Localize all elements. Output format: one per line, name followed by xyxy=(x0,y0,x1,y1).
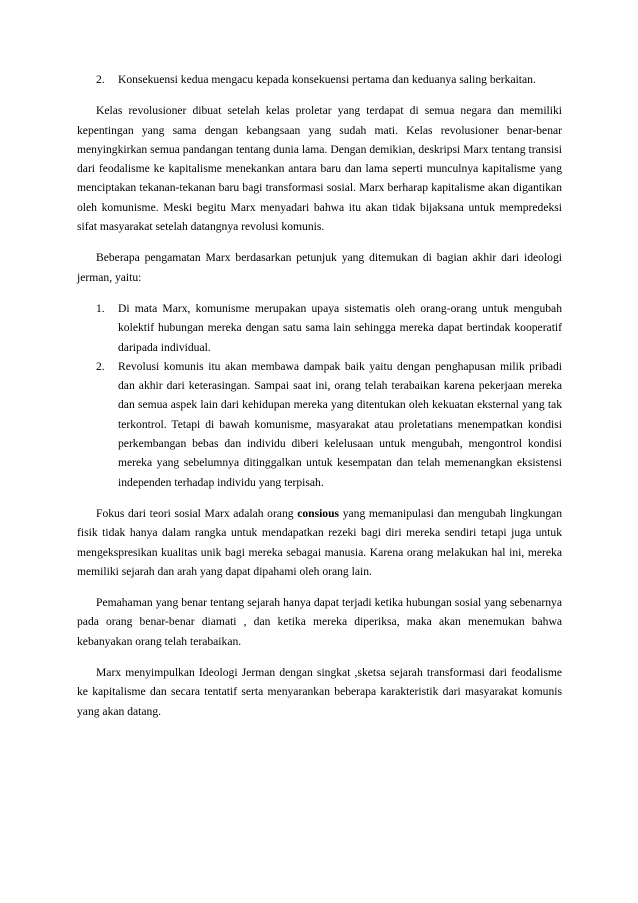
list-number: 1. xyxy=(96,301,105,315)
list-item-text: Di mata Marx, komunisme merupakan upaya sistematis oleh orang-orang untuk mengubah kolektif hubungan mereka dengan satu sama lain sehingga mereka dapat bertindak kooperatif daripada individual. xyxy=(118,301,562,354)
paragraph-kesimpulan: Marx menyimpulkan Ideologi Jerman dengan singkat ,sketsa sejarah transformasi dari feodalisme ke kapitalisme dan secara tentatif serta menyarankan beberapa karakteristik dari masyarakat komunis yang akan datang. xyxy=(77,666,562,718)
page-content xyxy=(77,70,562,721)
paragraph-text: Fokus dari teori sosial Marx adalah orang xyxy=(96,506,298,520)
list-number: 2. xyxy=(96,73,105,86)
bold-keyword: consious xyxy=(297,506,340,520)
list-item-text: Konsekuensi kedua mengacu kepada konsekuensi pertama dan keduanya saling berkaitan. xyxy=(118,73,536,86)
list-item xyxy=(77,357,562,492)
list-item-text: Revolusi komunis itu akan membawa dampak baik yaitu dengan penghapusan milik pribadi dan akhir dari keterasingan. Sampai saat ini, orang telah terabaikan karena pekerjaan mereka dan semua aspek lain dari kehidupan mereka yang ditentukan oleh kekuatan eksternal yang tak terkontrol. Tetapi di bawah komunisme, masyarakat atau proletatians menempatkan kondisi perkembangan bebas dan individu diberi kelelusaan untuk mengubah, mengontrol kondisi mereka yang sebelumnya ditinggalkan untuk kesempatan dan telah memenangkan eksistensi independen terhadap individu yang terpisah. xyxy=(118,359,562,489)
paragraph-text: yang memanipulasi dan mengubah lingkungan fisik tidak hanya dalam rangka untuk mendapatkan rezeki bagi diri mereka sendiri tetapi juga untuk mengekspresikan kualitas unik bagi mereka sebagai manusia. Karena orang melakukan hal ini, mereka memiliki sejarah dan arah yang dapat dipahami oleh orang lain. xyxy=(77,506,562,578)
list-item xyxy=(77,299,562,357)
paragraph-fokus-teori xyxy=(77,504,562,581)
observations-list xyxy=(77,299,562,492)
paragraph-pengamatan-marx: Beberapa pengamatan Marx berdasarkan petunjuk yang ditemukan di bagian akhir dari ideologi jerman, yaitu: xyxy=(77,251,562,284)
intro-list xyxy=(77,70,562,89)
list-item xyxy=(77,70,562,89)
list-number: 2. xyxy=(96,359,105,373)
paragraph-kelas-revolusioner: Kelas revolusioner dibuat setelah kelas proletar yang terdapat di semua negara dan memiliki kepentingan yang sama dengan kebangsaan yang sudah mati. Kelas revolusioner benar-benar menyingkirkan semua pandangan tentang dunia lama. Dengan demikian, deskripsi Marx tentang transisi dari feodalisme ke kapitalisme menekankan antara baru dan lama seperti munculnya kapitalisme yang menciptakan tekanan-tekanan baru bagi transformasi sosial. Marx berharap kapitalisme akan digantikan oleh komunisme. Meski begitu Marx menyadari bahwa itu akan tidak bijaksana untuk mempredeksi sifat masyarakat setelah datangnya revolusi komunis. xyxy=(77,104,562,234)
paragraph-pemahaman-sejarah: Pemahaman yang benar tentang sejarah hanya dapat terjadi ketika hubungan sosial yang sebenarnya pada orang benar-benar diamati , dan ketika mereka diperiksa, maka akan menemukan bahwa kebanyakan orang telah terabaikan. xyxy=(77,596,562,648)
